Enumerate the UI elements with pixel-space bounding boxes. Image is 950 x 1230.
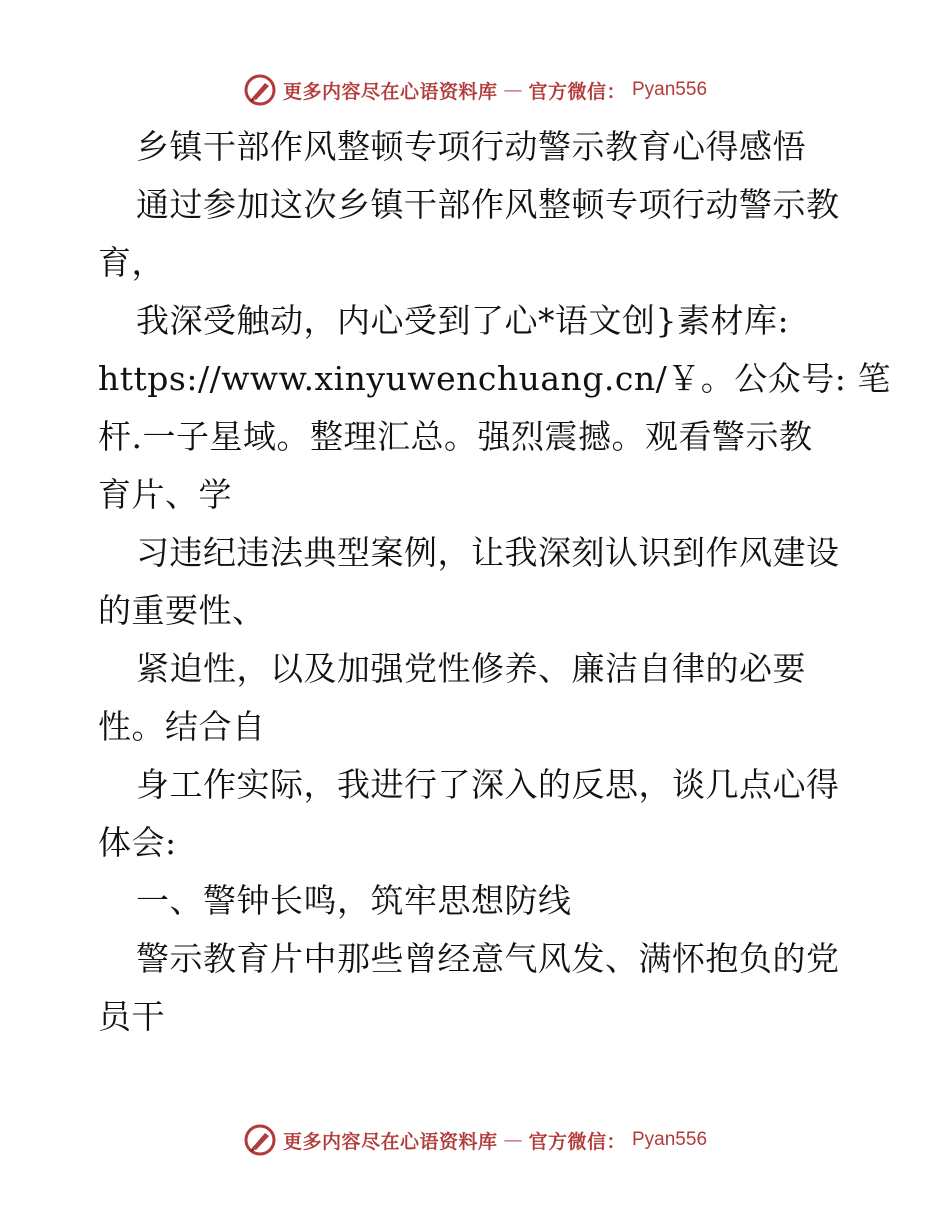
paragraph-line: 的重要性、 <box>98 591 266 630</box>
paragraph-line: 紧迫性，以及加强党性修养、廉洁自律的必要 <box>136 649 806 688</box>
banner-wechat-label: 官方微信： <box>528 80 626 103</box>
paragraph-line: 育， <box>98 243 165 282</box>
pen-logo-icon <box>243 73 277 107</box>
banner-brand: 更多内容尽在心语资料库 <box>282 1130 498 1153</box>
paragraph-line: 体会: <box>98 823 177 862</box>
paragraph-line: 身工作实际，我进行了深入的反思，谈几点心得 <box>136 765 840 804</box>
banner-dash: — <box>503 79 523 101</box>
paragraph-line: 通过参加这次乡镇干部作风整顿专项行动警示教 <box>136 185 840 224</box>
paragraph-line: 员干 <box>98 997 165 1036</box>
paragraph-line: https://www.xinyuwenchuang.cn/￥。公众号: 笔 <box>98 359 891 398</box>
paragraph-line: 性。结合自 <box>98 707 266 746</box>
paragraph-line: 我深受触动，内心受到了心*语文创}素材库: <box>136 301 790 340</box>
header-banner <box>0 70 950 110</box>
document-body <box>98 118 891 1046</box>
paragraph-line: 育片、学 <box>98 475 232 514</box>
banner-dash: — <box>503 1129 523 1151</box>
paragraph-line: 警示教育片中那些曾经意气风发、满怀抱负的党 <box>136 939 840 978</box>
banner-wechat-id: Pyan556 <box>632 1129 708 1150</box>
pen-logo-icon <box>243 1123 277 1157</box>
document-title: 乡镇干部作风整顿专项行动警示教育心得感悟 <box>136 127 806 166</box>
banner-wechat-id: Pyan556 <box>632 79 708 100</box>
paragraph-line: 杆.一子星域。整理汇总。强烈震撼。观看警示教 <box>98 417 813 456</box>
footer-banner <box>0 1120 950 1160</box>
section-heading: 一、警钟长鸣，筑牢思想防线 <box>136 881 572 920</box>
banner-wechat-label: 官方微信： <box>528 1130 626 1153</box>
paragraph-line: 习违纪违法典型案例，让我深刻认识到作风建设 <box>136 533 840 572</box>
banner-brand: 更多内容尽在心语资料库 <box>282 80 498 103</box>
